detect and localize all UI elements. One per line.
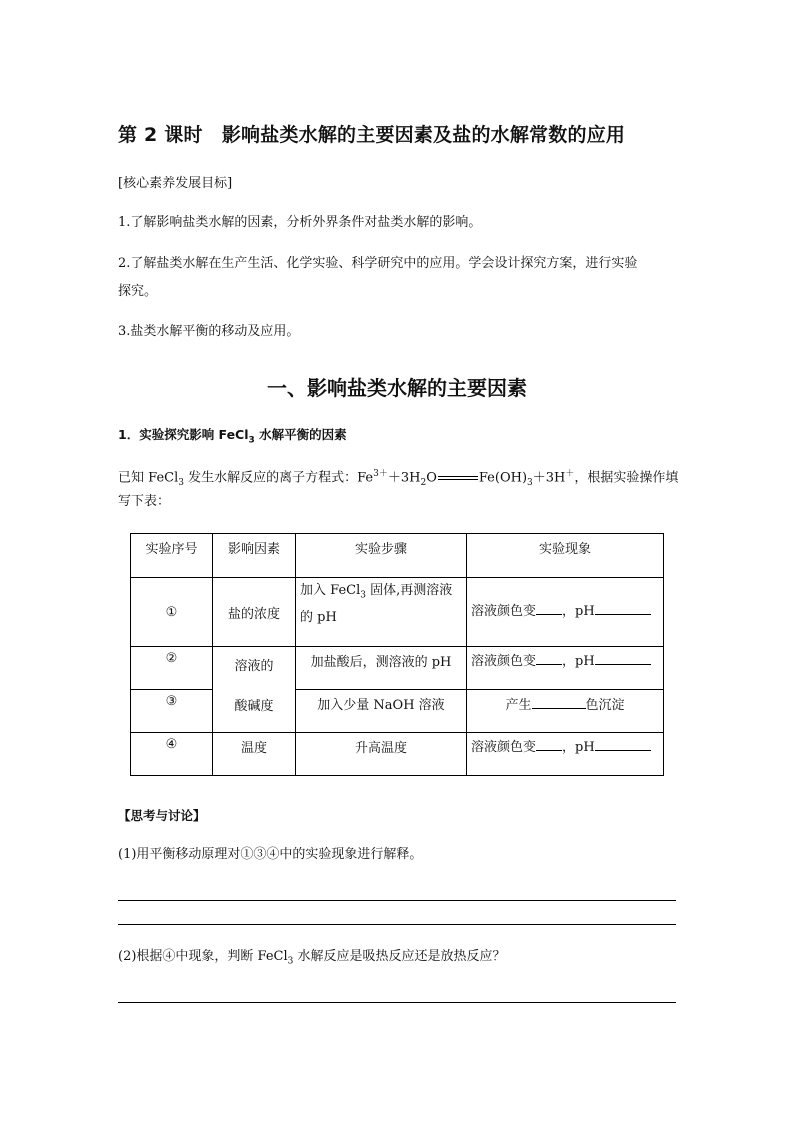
answer-line[interactable] [118, 924, 676, 925]
answer-line[interactable] [118, 900, 676, 901]
goal-item-3: 3.盐类水解平衡的移动及应用。 [118, 324, 300, 339]
row-step: 加入少量 NaOH 溶液 [296, 690, 467, 733]
goals-header: [核心素养发展目标] [118, 176, 233, 191]
row-phenomenon: 溶液颜色变 ，pH [467, 578, 664, 647]
reversible-arrow-icon [438, 475, 478, 481]
row-factor: 温度 [213, 733, 296, 776]
table-header: 实验步骤 [296, 534, 467, 578]
row-factor: 溶液的 酸碱度 [213, 647, 296, 733]
row-number: ③ [131, 690, 213, 733]
answer-blank[interactable] [532, 695, 586, 709]
table-header: 实验现象 [467, 534, 664, 578]
row-step: 升高温度 [296, 733, 467, 776]
intro-equation: 已知 FeCl$_3$ 发生水解反应的离子方程式：$Fe^{3+}+3H_2O$ $Fe(OH)_3+3H^+$，根据实验操作填 [118, 469, 679, 488]
table-row [131, 733, 664, 776]
table-header-row [131, 534, 664, 578]
goal-item-2: 2.了解盐类水解在生产生活、化学实验、科学研究中的应用。学会设计探究方案，进行实验 [118, 256, 638, 271]
row-number: ④ [131, 733, 213, 776]
subsection-heading: 1．实验探究影响 FeCl$_3$ 水解平衡的因素 [118, 427, 347, 446]
row-step: 加入 FeCl$_3$ 固体,再测溶液的 pH [296, 578, 467, 647]
row-step: 加盐酸后，测溶液的 pH [296, 647, 467, 690]
answer-blank[interactable] [536, 651, 562, 665]
discussion-header: 【思考与讨论】 [118, 808, 206, 823]
row-phenomenon: 溶液颜色变 ，pH [467, 647, 664, 690]
table-header: 实验序号 [131, 534, 213, 578]
intro-line2: 写下表： [118, 494, 171, 509]
answer-blank[interactable] [536, 737, 562, 751]
table-row [131, 647, 664, 690]
answer-blank[interactable] [595, 601, 651, 615]
table-row [131, 578, 664, 647]
question-1: (1)用平衡移动原理对①③④中的实验现象进行解释。 [118, 847, 423, 862]
row-phenomenon: 产生 色沉淀 [467, 690, 664, 733]
experiment-table [130, 533, 664, 776]
goal-item-2-cont: 探究。 [118, 284, 158, 299]
answer-blank[interactable] [595, 737, 651, 751]
answer-line[interactable] [118, 1002, 676, 1003]
row-phenomenon: 溶液颜色变 ，pH [467, 733, 664, 776]
table-header: 影响因素 [213, 534, 296, 578]
answer-blank[interactable] [595, 651, 651, 665]
answer-blank[interactable] [536, 601, 562, 615]
row-number: ① [131, 578, 213, 647]
question-2: (2)根据④中现象，判断 FeCl$_3$ 水解反应是吸热反应还是放热反应？ [118, 949, 506, 967]
goal-item-1: 1.了解影响盐类水解的因素，分析外界条件对盐类水解的影响。 [118, 215, 482, 230]
page-title: 第 2 课时 影响盐类水解的主要因素及盐的水解常数的应用 [118, 124, 626, 146]
row-number: ② [131, 647, 213, 690]
section-title: 一、影响盐类水解的主要因素 [267, 376, 527, 400]
row-factor: 盐的浓度 [213, 578, 296, 647]
table-row [131, 690, 664, 733]
